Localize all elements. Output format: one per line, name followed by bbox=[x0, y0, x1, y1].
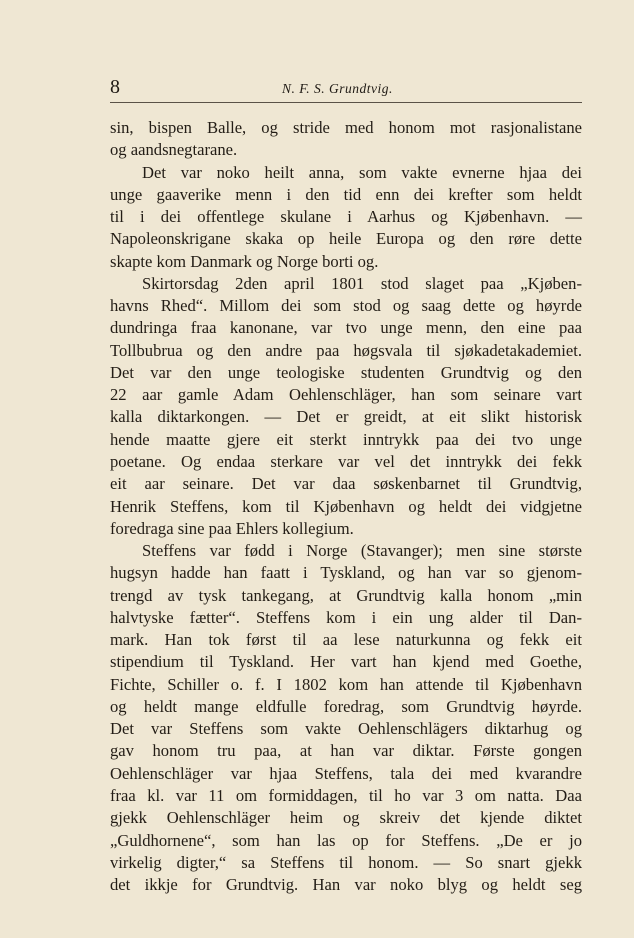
text-line: skapte kom Danmark og Norge borti og. bbox=[110, 251, 379, 271]
text-line: og heldt mange eldfulle foredrag, som Grundtvig høyrde. bbox=[110, 696, 582, 716]
text-line: til i dei offentlege skulane i Aarhus og Kjøbenhavn. — bbox=[110, 207, 582, 227]
text-line: trengd av tysk tankegang, at Grundtvig kalla honom „min bbox=[110, 585, 582, 605]
text-line: Napoleonskrigane skaka op heile Europa og den røre dette bbox=[110, 229, 582, 249]
text-line: Henrik Steffens, kom til Kjøbenhavn og heldt dei vidgjetne bbox=[110, 496, 582, 516]
text-line: Det var noko heilt anna, som vakte evnerne hjaa dei bbox=[142, 162, 582, 182]
page-header bbox=[110, 72, 582, 102]
header-rule bbox=[110, 102, 582, 103]
text-line: Det var Steffens som vakte Oehlenschlägers diktarhug og bbox=[110, 719, 582, 739]
running-title: N. F. S. Grundtvig. bbox=[282, 81, 393, 96]
text-line: Det var den unge teologiske studenten Grundtvig og den bbox=[110, 362, 582, 382]
text-line: Tollbubrua og den andre paa høgsvala til sjøkadetakademiet. bbox=[110, 340, 582, 360]
text-line: eit aar seinare. Det var daa søskenbarnet til Grundtvig, bbox=[110, 474, 582, 494]
text-line: Steffens var fødd i Norge (Stavanger); men sine største bbox=[142, 541, 582, 561]
text-line: Fichte, Schiller o. f. I 1802 kom han attende til Kjøbenhavn bbox=[110, 674, 582, 694]
text-line: halvtyske fætter“. Steffens kom i ein ung alder til Dan- bbox=[110, 607, 582, 627]
text-line: unge gaaverike menn i den tid enn dei krefter som heldt bbox=[110, 184, 582, 204]
text-line: det ikkje for Grundtvig. Han var noko blyg og heldt seg bbox=[110, 875, 582, 895]
text-line: foredraga sine paa Ehlers kollegium. bbox=[110, 518, 354, 538]
text-line: hende maatte gjere eit sterkt inntrykk paa dei tvo unge bbox=[110, 429, 582, 449]
text-line: havns Rhed“. Millom dei som stod og saag dette og høyrde bbox=[110, 296, 582, 316]
text-line: fraa kl. var 11 om formiddagen, til ho var 3 om natta. Daa bbox=[110, 785, 582, 805]
text-line: og aandsnegtarane. bbox=[110, 140, 238, 160]
text-line: mark. Han tok først til aa lese naturkunna og fekk eit bbox=[110, 630, 582, 650]
text-line: 22 aar gamle Adam Oehlenschläger, han som seinare vart bbox=[110, 385, 582, 405]
text-line: „Guldhornene“, som han las op for Steffens. „De er jo bbox=[110, 830, 582, 850]
text-line: gjekk Oehlenschläger heim og skreiv det kjende diktet bbox=[110, 808, 582, 828]
text-line: dundringa fraa kanonane, var tvo unge menn, den eine paa bbox=[110, 318, 582, 338]
text-line: virkelig digter,“ sa Steffens til honom. — So snart gjekk bbox=[110, 852, 582, 872]
text-line: Oehlenschläger var hjaa Steffens, tala dei med kvarandre bbox=[110, 763, 582, 783]
text-line: stipendium til Tyskland. Her vart han kjend med Goethe, bbox=[110, 652, 582, 672]
page-number: 8 bbox=[110, 76, 120, 98]
text-line: hugsyn hadde han faatt i Tyskland, og han var so gjenom- bbox=[110, 563, 582, 583]
text-line: kalla diktarkongen. — Det er greidt, at eit slikt historisk bbox=[110, 407, 582, 427]
text-line: gav honom tru paa, at han var diktar. Første gongen bbox=[110, 741, 582, 761]
body-text bbox=[110, 117, 582, 896]
text-line: sin, bispen Balle, og stride med honom mot rasjonalistane bbox=[110, 118, 582, 137]
text-line: poetane. Og endaa sterkare var vel det inntrykk dei fekk bbox=[110, 451, 582, 471]
text-line: Skirtorsdag 2den april 1801 stod slaget paa „Kjøben- bbox=[142, 273, 582, 293]
